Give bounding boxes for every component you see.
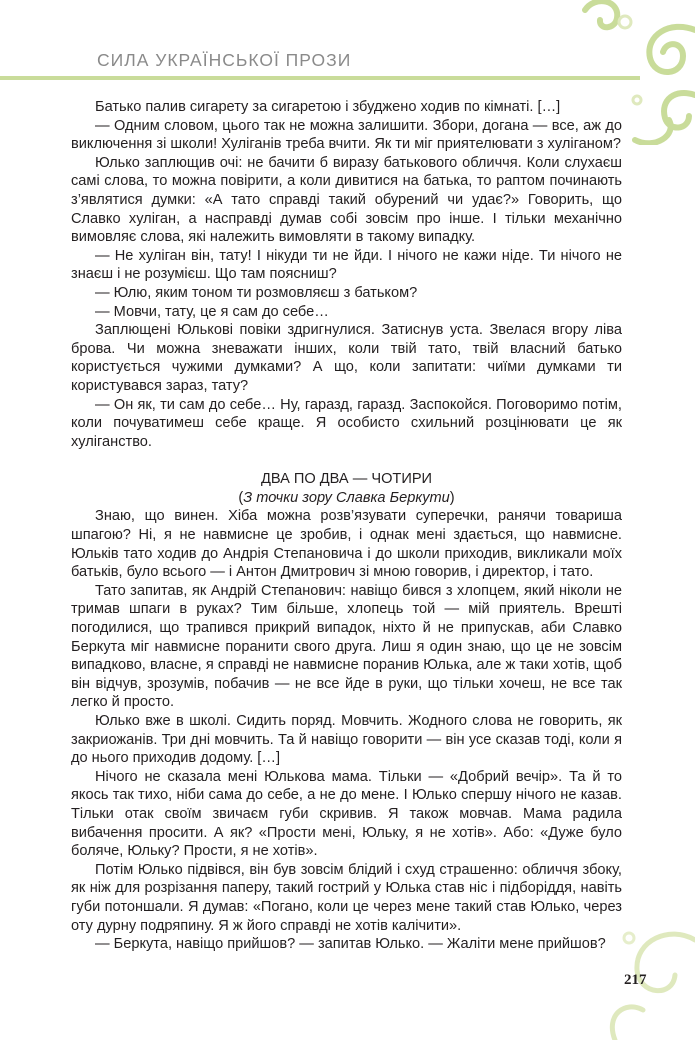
paragraph: — Беркута, навіщо прийшов? — запитав Юлько. — Жаліти мене прийшов? bbox=[95, 936, 606, 953]
paragraph: Батько палив сигарету за сигаретою і збуджено ходив по кімнаті. […] bbox=[95, 99, 561, 115]
paragraph: Юлько заплющив очі: не бачити б виразу батькового обличчя. Коли слухаєш самі слова, то можна повірити, а коли дивитися на батька, то раптом починають з’являтися думки: «А тато справді такий обурений чи удає?» Говорить, що Славко хуліган, а насправді думав собі зовсім про інше. І тільки механічно вимовляє слова, які належить вимовляти в такому випадку. bbox=[71, 154, 622, 246]
header-rule bbox=[0, 76, 640, 80]
section-title: ДВА ПО ДВА — ЧОТИРИ bbox=[260, 471, 433, 488]
paragraph: Юлько вже в школі. Сидить поряд. Мовчить. Жодного слова не говорить, як закриожанів. Три дні мовчить. Та й навіщо говорити — він усе сказав тоді, коли я до нього приходив додому. […] bbox=[71, 713, 622, 767]
subtitle-italic-text: З точки зору Славка Беркути bbox=[243, 489, 450, 506]
page-body bbox=[71, 98, 622, 954]
paragraph: Потім Юлько підвівся, він був зовсім блідий і схуд страшенно: обличчя збоку, як ніж для розрізання паперу, такий гострий у Юлька став ніс і підборіддя, навіть губи потоншали. Я думав: «Погано, коли це через мене такий став Юлько, через оту дурну подряпину. Я ж його справді не хотів калічити». bbox=[71, 861, 622, 934]
subtitle-close-paren: ) bbox=[449, 489, 455, 506]
section-subtitle bbox=[71, 489, 622, 508]
paragraph: Заплющені Юлькові повіки здригнулися. Затиснув уста. Звелася вгору ліва брова. Чи можна зневажати інших, коли твій тато, твій власний батько користується чужими думками? А що, коли запитати: чиїми думками ти користувався зараз, тату? bbox=[71, 322, 622, 394]
running-header: СИЛА УКРАЇНСЬКОЇ ПРОЗИ bbox=[97, 50, 352, 70]
paragraph: Знаю, що винен. Хіба можна розв’язувати суперечки, ранячи товариша шпагою? Ні, я не навмисне це зробив, і однак мені здається, що навмисне. Юльків тато ходив до Андрія Степановича і до школи приходив, викликали моїх батьків, було всього — і Антон Дмитрович зі мною говорив, і директор, і тато. bbox=[71, 508, 622, 581]
paragraph: — Одним словом, цього так не можна залишити. Збори, догана — все, аж до виключення зі школи! Хуліганів треба вчити. Як ти міг приятелювати з хуліганом? bbox=[71, 117, 622, 153]
subtitle-open-paren: ( bbox=[238, 489, 244, 506]
paragraph: Тато запитав, як Андрій Степанович: навіщо бився з хлопцем, який ніколи не тримав шпаги в руках? Тим більше, хлопець той — мій приятель. Врешті погодилися, що трапився прикрий випадок, ніхто й не припускав, аби Славко Беркута міг навмисне поранити свого друга. Лиш я один знаю, що це не зовсім випадково, власне, я справді не навмисне поранив Юлька, але ж таки хотів, щоб він відчув, зрозумів, побачив — не все йде в руки, що тільки хочеш, не все так легко й просто. bbox=[71, 582, 622, 711]
paragraph: Нічого не сказала мені Юлькова мама. Тільки — «Добрий вечір». Та й то якось так тихо, ніби сама до себе, а не до мене. І Юлько спершу нічого не казав. Тільки отак своїм звичаєм губи скривив. Я також мовчав. Мама радила вибачення просити. А як? «Прости мені, Юльку, я не хотів». Або: «Дуже було боляче, Юльку? Прости, я не хотів». bbox=[71, 768, 622, 860]
paragraph: — Он як, ти сам до себе… Ну, гаразд, гаразд. Заспокойся. Поговоримо потім, коли почуватимеш себе краще. Я особисто схильний розцінювати це як хуліганство. bbox=[71, 396, 622, 450]
paragraph: — Не хуліган він, тату! І нікуди ти не йди. І нічого не кажи ніде. Ти нічого не знаєш і не розумієш. Що там поясниш? bbox=[71, 247, 622, 283]
paragraph: — Юлю, яким тоном ти розмовляєш з батьком? bbox=[95, 284, 418, 301]
page-number: 217 bbox=[624, 972, 647, 988]
paragraph: — Мовчи, тату, це я сам до себе… bbox=[95, 303, 329, 320]
